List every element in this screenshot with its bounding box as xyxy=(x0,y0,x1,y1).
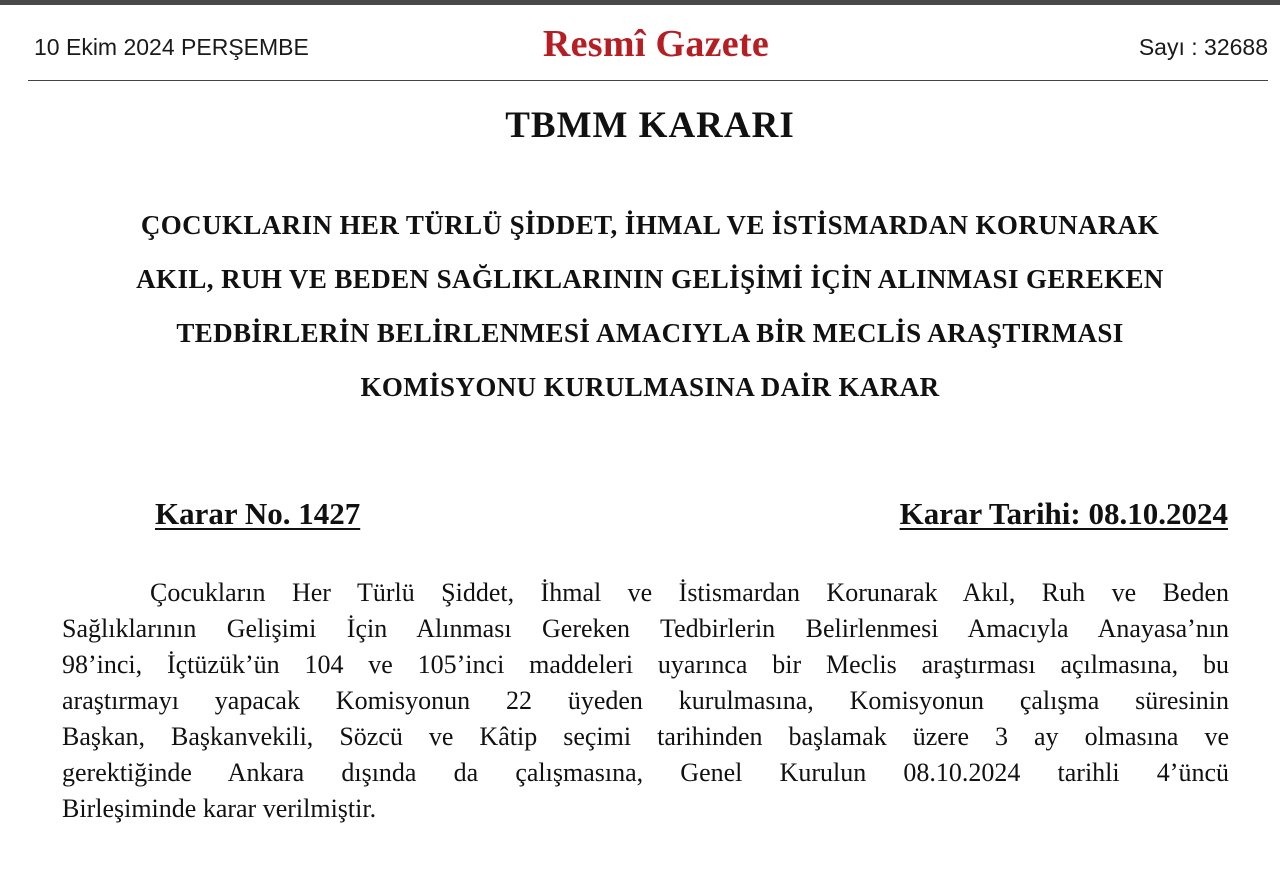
top-border-strip xyxy=(0,0,1280,5)
body-line: Sağlıklarının Gelişimi İçin Alınması Gereken Tedbirlerin Belirlenmesi Amacıyla Anayasa’nın xyxy=(62,614,1229,643)
body-line: gerektiğinde Ankara dışında da çalışmasına, Genel Kurulun 08.10.2024 tarihli 4’üncü xyxy=(62,758,1229,787)
headline-line: ÇOCUKLARIN HER TÜRLÜ ŞİDDET, İHMAL VE İSTİSMARDAN KORUNARAK xyxy=(140,210,1160,240)
body-line: 98’inci, İçtüzük’ün 104 ve 105’inci maddeleri uyarınca bir Meclis araştırması açılmasına, bu xyxy=(62,650,1229,679)
decision-number: Karar No. 1427 xyxy=(155,496,361,531)
body-line: araştırmayı yapacak Komisyonun 22 üyeden kurulmasına, Komisyonun çalışma süresinin xyxy=(62,686,1229,715)
decision-type-heading: TBMM KARARI xyxy=(505,105,795,146)
body-line: Çocukların Her Türlü Şiddet, İhmal ve İstismardan Korunarak Akıl, Ruh ve Beden xyxy=(150,578,1229,607)
headline-line: TEDBİRLERİN BELİRLENMESİ AMACIYLA BİR MECLİS ARAŞTIRMASI xyxy=(176,318,1124,348)
headline-line: AKIL, RUH VE BEDEN SAĞLIKLARININ GELİŞİMİ İÇİN ALINMASI GEREKEN xyxy=(136,264,1164,294)
gazette-title: Resmî Gazete xyxy=(542,23,770,65)
gazette-masthead xyxy=(28,20,1268,76)
decision-date: Karar Tarihi: 08.10.2024 xyxy=(899,496,1228,531)
body-line: Başkan, Başkanvekili, Sözcü ve Kâtip seçimi tarihinden başlamak üzere 3 ay olmasına ve xyxy=(62,722,1229,751)
decision-headline xyxy=(40,198,1260,414)
headline-line: KOMİSYONU KURULMASINA DAİR KARAR xyxy=(360,372,940,402)
masthead-divider xyxy=(28,80,1268,81)
decision-body-paragraph xyxy=(62,575,1229,827)
issue-number: Sayı : 32688 xyxy=(1138,34,1268,60)
body-line: Birleşiminde karar verilmiştir. xyxy=(62,794,377,823)
publication-date: 10 Ekim 2024 PERŞEMBE xyxy=(34,34,309,60)
